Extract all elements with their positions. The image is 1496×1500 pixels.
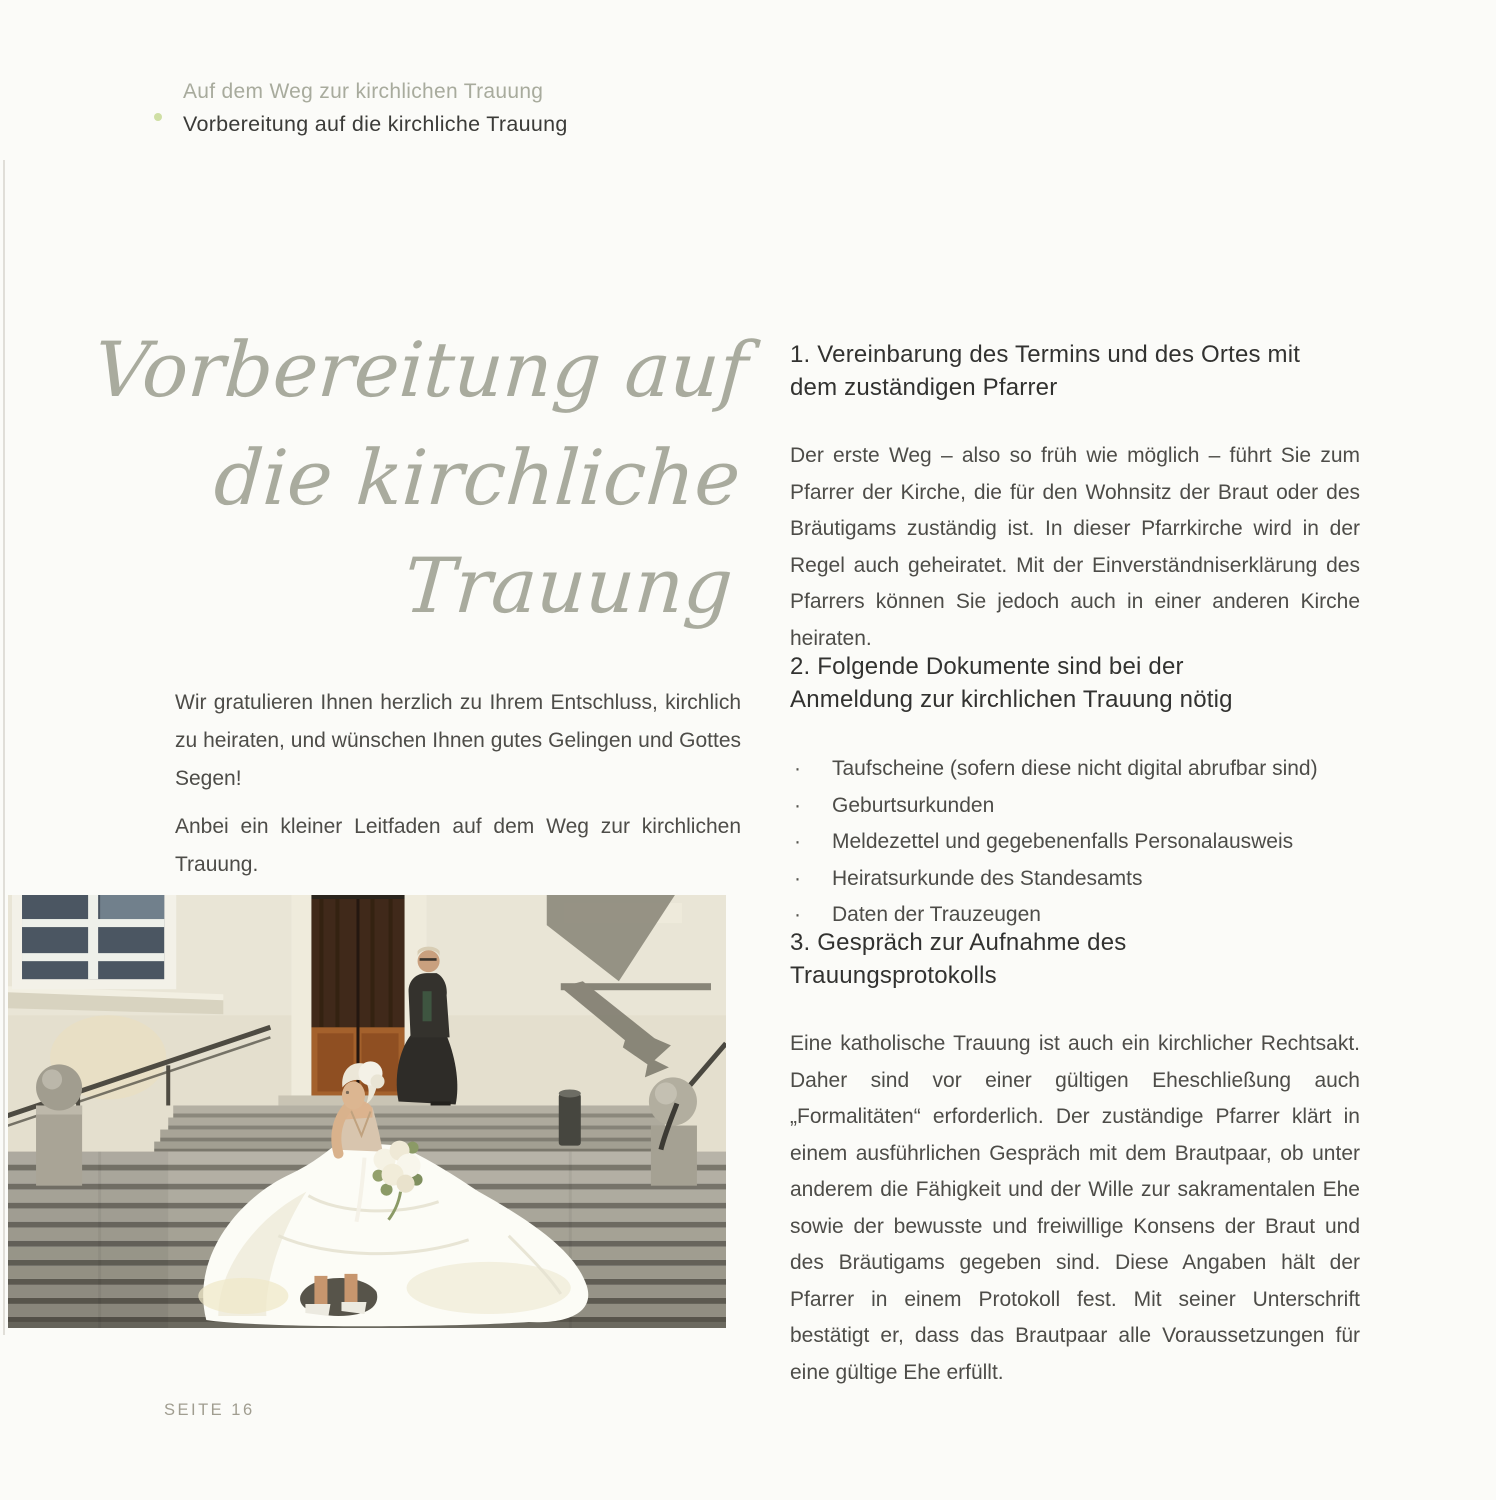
- page-title-script: [49, 316, 752, 640]
- list-item: [792, 824, 1367, 861]
- wedding-photo: [8, 895, 726, 1328]
- list-item-label: Geburtsurkunden: [832, 793, 995, 817]
- list-bullet-icon: ·: [794, 793, 801, 817]
- list-bullet-icon: ·: [794, 866, 801, 890]
- list-item: [792, 788, 1367, 825]
- list-item: [792, 861, 1367, 898]
- breadcrumb-section: Auf dem Weg zur kirchlichen Trauung: [183, 80, 544, 103]
- list-item: [792, 751, 1367, 788]
- list-item-label: Daten der Trauzeugen: [832, 903, 1041, 926]
- section-3-body: Eine katholische Trauung ist auch ein kirchlicher Rechtsakt. Daher sind vor einer gültigen Eheschließung auch „Formalitäten“ erforderlich. Der zuständige Pfarrer klärt in einem ausführlichen Gespräch mit dem Brautpaar, ob unter anderem die Fähigkeit und der Wille zur sakramentalen Ehe sowie der bewusste und freiwillige Konsens der Braut und des Bräutigams gegeben sind. Diese Angaben hält der Pfarrer in einem Protokoll fest. Mit seiner Unterschrift bestätigt er, dass das Brautpaar alle Voraussetzungen für eine gültige Ehe erfüllt.: [790, 1032, 1360, 1384]
- intro-paragraph-2: Anbei ein kleiner Leitfaden auf dem Weg zur kirchlichen Trauung.: [175, 815, 741, 876]
- page-number: SEITE 16: [164, 1401, 255, 1419]
- waste-bin: [559, 1089, 581, 1145]
- section-1-body: Der erste Weg – also so früh wie möglich – führt Sie zum Pfarrer der Kirche, die für den Wohnsitz der Braut oder des Bräutigams zuständig ist. In dieser Pfarrkirche wird in der Regel auch geheiratet. Mit der Einverständniserklärung des Pfarrers können Sie jedoch auch in einer anderen Kirche heiraten.: [790, 444, 1360, 650]
- script-line-2: die kirchliche: [211, 433, 744, 522]
- intro-paragraph-1: Wir gratulieren Ihnen herzlich zu Ihrem Entschluss, kirchlich zu heiraten, und wünschen Ihnen gutes Gelingen und Gottes Segen!: [175, 691, 741, 790]
- section-3-heading: 3. Gespräch zur Aufnahme des Trauungsprotokolls: [790, 929, 1127, 989]
- breadcrumb-bullet-icon: [154, 113, 162, 121]
- scan-edge-artifact: [3, 160, 5, 1335]
- stone-bollard-left: [36, 1064, 82, 1185]
- list-item-label: Heiratsurkunde des Standesamts: [832, 866, 1143, 890]
- list-item-label: Taufscheine (sofern diese nicht digital abrufbar sind): [832, 757, 1318, 780]
- script-line-3: Trauung: [401, 541, 736, 630]
- list-item-label: Meldezettel und gegebenenfalls Personalausweis: [832, 830, 1294, 853]
- section-1-heading: 1. Vereinbarung des Termins und des Ortes mit dem zuständigen Pfarrer: [790, 341, 1301, 401]
- breadcrumb-page-title: Vorbereitung auf die kirchliche Trauung: [183, 112, 568, 136]
- window: [12, 895, 176, 989]
- list-bullet-icon: ·: [794, 757, 801, 780]
- section-2-heading: 2. Folgende Dokumente sind bei der Anmeldung zur kirchlichen Trauung nötig: [790, 653, 1233, 713]
- list-bullet-icon: ·: [794, 830, 801, 853]
- documents-list: [792, 751, 1367, 934]
- list-bullet-icon: ·: [794, 903, 801, 926]
- script-line-1: Vorbereitung auf: [91, 325, 751, 414]
